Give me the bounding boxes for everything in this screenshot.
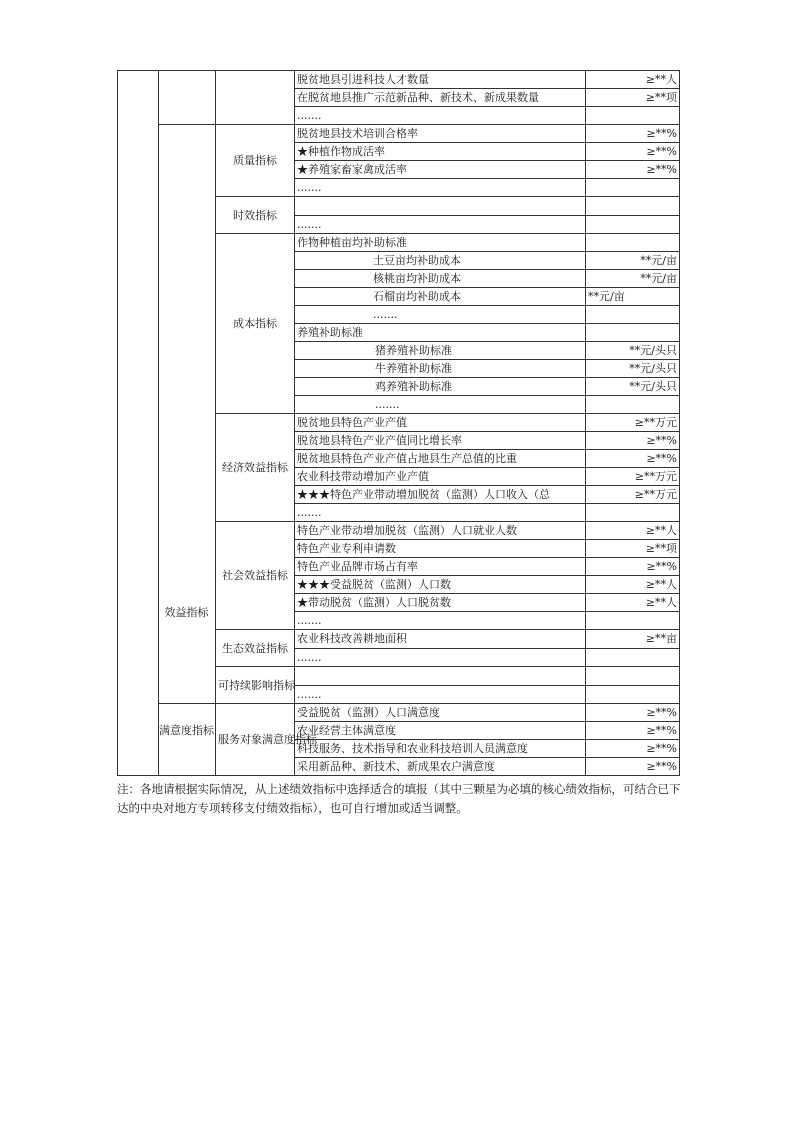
indicator-value: **元/亩 — [586, 252, 680, 270]
indicator-name: 作物种植亩均补助标准 — [295, 234, 586, 252]
indicator-value: ≥**% — [586, 143, 680, 161]
indicator-name: 鸡养殖补助标准 — [295, 378, 586, 396]
indicator-name: 养殖补助标准 — [295, 324, 586, 342]
indicator-name: 石榴亩均补助成本 — [295, 288, 586, 306]
indicator-value: **元/亩 — [586, 288, 680, 306]
indicator-name: 特色产业品牌市场占有率 — [295, 558, 586, 576]
indicator-value: **元/头只 — [586, 378, 680, 396]
indicator-value: ≥**万元 — [586, 468, 680, 486]
level1-cell-main — [159, 125, 216, 776]
indicator-value — [586, 685, 680, 704]
indicator-value: ≥**% — [586, 740, 680, 758]
indicator-name: 农业科技改善耕地面积 — [295, 630, 586, 649]
indicator-name — [295, 197, 586, 216]
performance-indicator-table — [117, 70, 680, 776]
indicator-value — [586, 396, 680, 414]
table-row — [118, 125, 680, 143]
group-social: 社会效益指标 — [216, 522, 295, 630]
indicator-name: 受益脱贫（监测）人口满意度 — [295, 704, 586, 722]
indicator-name: 牛养殖补助标准 — [295, 360, 586, 378]
indicator-name: 猪养殖补助标准 — [295, 342, 586, 360]
group-service: 服务对象满意度指标 — [216, 704, 295, 776]
indicator-name: 核桃亩均补助成本 — [295, 270, 586, 288]
indicator-name: 脱贫地县技术培训合格率 — [295, 125, 586, 143]
indicator-value — [586, 197, 680, 216]
indicator-name: ....... — [295, 215, 586, 234]
group-sustainable: 可持续影响指标 — [216, 667, 295, 704]
indicator-name: 特色产业专利申请数 — [295, 540, 586, 558]
category-divider-benefit — [158, 413, 215, 414]
level0-cell — [118, 71, 159, 776]
indicator-name: ★★★受益脱贫（监测）人口数 — [295, 576, 586, 594]
category-satisfaction-label: 满意度指标 — [159, 723, 214, 737]
indicator-value: ≥**项 — [586, 89, 680, 107]
group-cost: 成本指标 — [216, 234, 295, 414]
indicator-name: 脱贫地县特色产业产值 — [295, 414, 586, 432]
indicator-value: ≥**% — [586, 125, 680, 143]
indicator-value — [586, 179, 680, 197]
indicator-name: ....... — [295, 685, 586, 704]
indicator-value: ≥**万元 — [586, 486, 680, 504]
table-row — [118, 71, 680, 89]
indicator-name: ★养殖家畜家禽成活率 — [295, 161, 586, 179]
indicator-name: ....... — [295, 179, 586, 197]
indicator-name: ★★★特色产业带动增加脱贫（监测）人口收入（总 — [295, 486, 586, 504]
indicator-name: 土豆亩均补助成本 — [295, 252, 586, 270]
indicator-name: 脱贫地县引进科技人才数量 — [295, 71, 586, 89]
indicator-name: ....... — [295, 396, 586, 414]
indicator-value — [586, 648, 680, 667]
indicator-value: ≥**人 — [586, 71, 680, 89]
indicator-value: ≥**人 — [586, 594, 680, 612]
indicator-name: ....... — [295, 306, 586, 324]
group-economic: 经济效益指标 — [216, 414, 295, 522]
indicator-value: ≥**% — [586, 704, 680, 722]
indicator-value: ≥**人 — [586, 522, 680, 540]
indicator-name: 农业经营主体满意度 — [295, 722, 586, 740]
level1-cell-top — [159, 71, 216, 125]
indicator-value: ≥**亩 — [586, 630, 680, 649]
indicator-name: 在脱贫地县推广示范新品种、新技术、新成果数量 — [295, 89, 586, 107]
indicator-value: ≥**% — [586, 161, 680, 179]
indicator-value: **元/头只 — [586, 360, 680, 378]
indicator-value: **元/头只 — [586, 342, 680, 360]
indicator-value: ≥**% — [586, 450, 680, 468]
indicator-name: 科技服务、技术指导和农业科技培训人员满意度 — [295, 740, 586, 758]
indicator-value — [586, 215, 680, 234]
indicator-value — [586, 504, 680, 522]
indicator-name: 采用新品种、新技术、新成果农户满意度 — [295, 758, 586, 776]
indicator-value: ≥**人 — [586, 576, 680, 594]
level2-cell-quantity — [216, 71, 295, 125]
indicator-value: ≥**项 — [586, 540, 680, 558]
indicator-name: ....... — [295, 504, 586, 522]
indicator-value: **元/亩 — [586, 270, 680, 288]
category-divider — [158, 703, 215, 704]
indicator-name: ★种植作物成活率 — [295, 143, 586, 161]
indicator-value: ≥**万元 — [586, 414, 680, 432]
indicator-value: ≥**% — [586, 432, 680, 450]
indicator-value — [586, 324, 680, 342]
indicator-name: ....... — [295, 612, 586, 630]
indicator-name — [295, 667, 586, 686]
indicator-name: 农业科技带动增加产业产值 — [295, 468, 586, 486]
indicator-value — [586, 612, 680, 630]
indicator-name: ★带动脱贫（监测）人口脱贫数 — [295, 594, 586, 612]
group-timeliness: 时效指标 — [216, 197, 295, 234]
group-quality: 质量指标 — [216, 125, 295, 197]
indicator-value — [586, 667, 680, 686]
indicator-name: 脱贫地县特色产业产值同比增长率 — [295, 432, 586, 450]
group-ecological: 生态效益指标 — [216, 630, 295, 667]
indicator-name: 脱贫地县特色产业产值占地县生产总值的比重 — [295, 450, 586, 468]
indicator-value: ≥**% — [586, 558, 680, 576]
indicator-name: 特色产业带动增加脱贫（监测）人口就业人数 — [295, 522, 586, 540]
indicator-value: ≥**% — [586, 722, 680, 740]
indicator-value: ≥**% — [586, 758, 680, 776]
indicator-name: ....... — [295, 107, 586, 125]
category-benefit-label: 效益指标 — [159, 604, 214, 620]
indicator-value — [586, 234, 680, 252]
indicator-name: ....... — [295, 648, 586, 667]
indicator-value — [586, 306, 680, 324]
footnote: 注：各地请根据实际情况，从上述绩效指标中选择适合的填报（其中三颗星为必填的核心绩效指标，可结合已下达的中央对地方专项转移支付绩效指标），也可自行增加或适当调整。 — [117, 782, 681, 815]
indicator-value — [586, 107, 680, 125]
